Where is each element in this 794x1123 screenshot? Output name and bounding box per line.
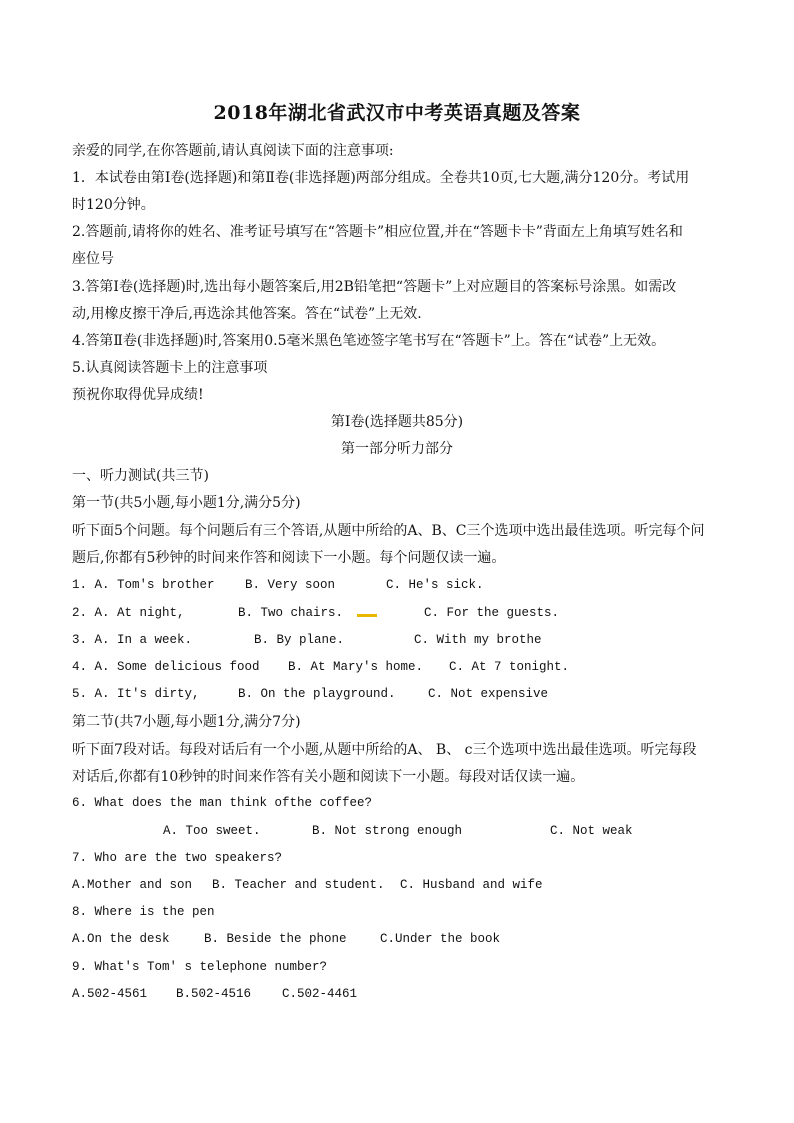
q1-option-b: B. Very soon [245,578,336,592]
note-2-line-2: 座位号 [72,251,114,267]
q3-option-c: C. With my brothe [414,633,542,647]
q2-option-b: B. Two chairs. [238,606,344,620]
q8-question: 8. Where is the pen [72,905,215,919]
section-1-instruction-line-2: 题后,你都有5秒钟的时间来作答和阅读下一小题。每个问题仅读一遍。 [72,550,506,566]
section-1-instruction-line-1: 听下面5个问题。每个问题后有三个答语,从题中所给的A、B、C三个选项中选出最佳选项。听完每个问 [72,523,705,539]
note-3-line-1: 3.答第Ⅰ卷(选择题)时,选出每小题答案后,用2B铅笔把“答题卡”上对应题目的答案标号涂黑。如需改 [72,279,677,295]
note-2-line-1: 2.答题前,请将你的姓名、准考证号填写在“答题卡”相应位置,并在“答题卡卡”背面左上角填写姓名和 [72,224,683,240]
q4-option-a: 4. A. Some delicious food [72,660,260,674]
section-2-instruction-line-1: 听下面7段对话。每段对话后有一个小题,从题中所给的A、 B、 c三个选项中选出最佳选项。听完每段 [72,742,697,758]
section-2-heading: 第二节(共7小题,每小题1分,满分7分) [72,714,301,730]
section-2-instruction-line-2: 对话后,你都有10秒钟的时间来作答有关小题和阅读下一小题。每段对话仅读一遍。 [72,769,585,785]
q5-option-a: 5. A. It's dirty, [72,687,200,701]
q9-question: 9. What's Tom' s telephone number? [72,960,328,974]
volume-heading: 第Ⅰ卷(选择题共85分) [330,414,464,430]
q3-option-a: 3. A. In a week. [72,633,193,647]
q9-option-a: A.502-4561 [72,987,148,1001]
q7-option-a: A.Mother and son [72,878,193,892]
part-heading: 第一部分听力部分 [341,441,453,457]
q6-option-c: C. Not weak [550,824,633,838]
q6-option-a: A. Too sweet. [163,824,261,838]
q4-option-c: C. At 7 tonight. [449,660,570,674]
section-1-heading: 第一节(共5小题,每小题1分,满分5分) [72,495,301,511]
q8-option-b: B. Beside the phone [204,932,347,946]
q1-option-a: 1. A. Tom's brother [72,578,215,592]
q7-question: 7. Who are the two speakers? [72,851,283,865]
q4-option-b: B. At Mary's home. [288,660,424,674]
note-5: 5.认真阅读答题卡上的注意事项 [72,360,268,376]
q2-option-c: C. For the guests. [424,606,560,620]
q1-option-c: C. He's sick. [386,578,484,592]
q2-option-a: 2. A. At night, [72,606,185,620]
q6-option-b: B. Not strong enough [312,824,463,838]
page-title: 2018年湖北省武汉市中考英语真题及答案 [213,102,581,124]
q8-option-a: A.On the desk [72,932,170,946]
q9-option-c: C.502-4461 [282,987,358,1001]
section-heading: 一、听力测试(共三节) [72,468,209,484]
q6-question: 6. What does the man think ofthe coffee? [72,796,373,810]
intro-text: 亲爱的同学,在你答题前,请认真阅读下面的注意事项: [72,143,394,159]
q5-option-c: C. Not expensive [428,687,549,701]
note-3-line-2: 动,用橡皮擦干净后,再选涂其他答案。答在“试卷”上无效. [72,306,422,322]
note-4: 4.答第Ⅱ卷(非选择题)时,答案用0.5毫米黑色笔迹签字笔书写在“答题卡”上。答在“试卷”上无效。 [72,333,666,349]
q9-option-b: B.502-4516 [176,987,252,1001]
q5-option-b: B. On the playground. [238,687,396,701]
q7-option-c: C. Husband and wife [400,878,543,892]
note-1-line-1: 1．本试卷由第Ⅰ卷(选择题)和第Ⅱ卷(非选择题)两部分组成。全卷共10页,七大题,满分120分。考试用 [72,170,690,186]
note-1-line-2: 时120分钟。 [72,197,155,213]
q3-option-b: B. By plane. [254,633,345,647]
q7-option-b: B. Teacher and student. [212,878,385,892]
wish-text: 预祝你取得优异成绩! [72,387,204,403]
highlight-mark [357,614,377,617]
q8-option-c: C.Under the book [380,932,501,946]
